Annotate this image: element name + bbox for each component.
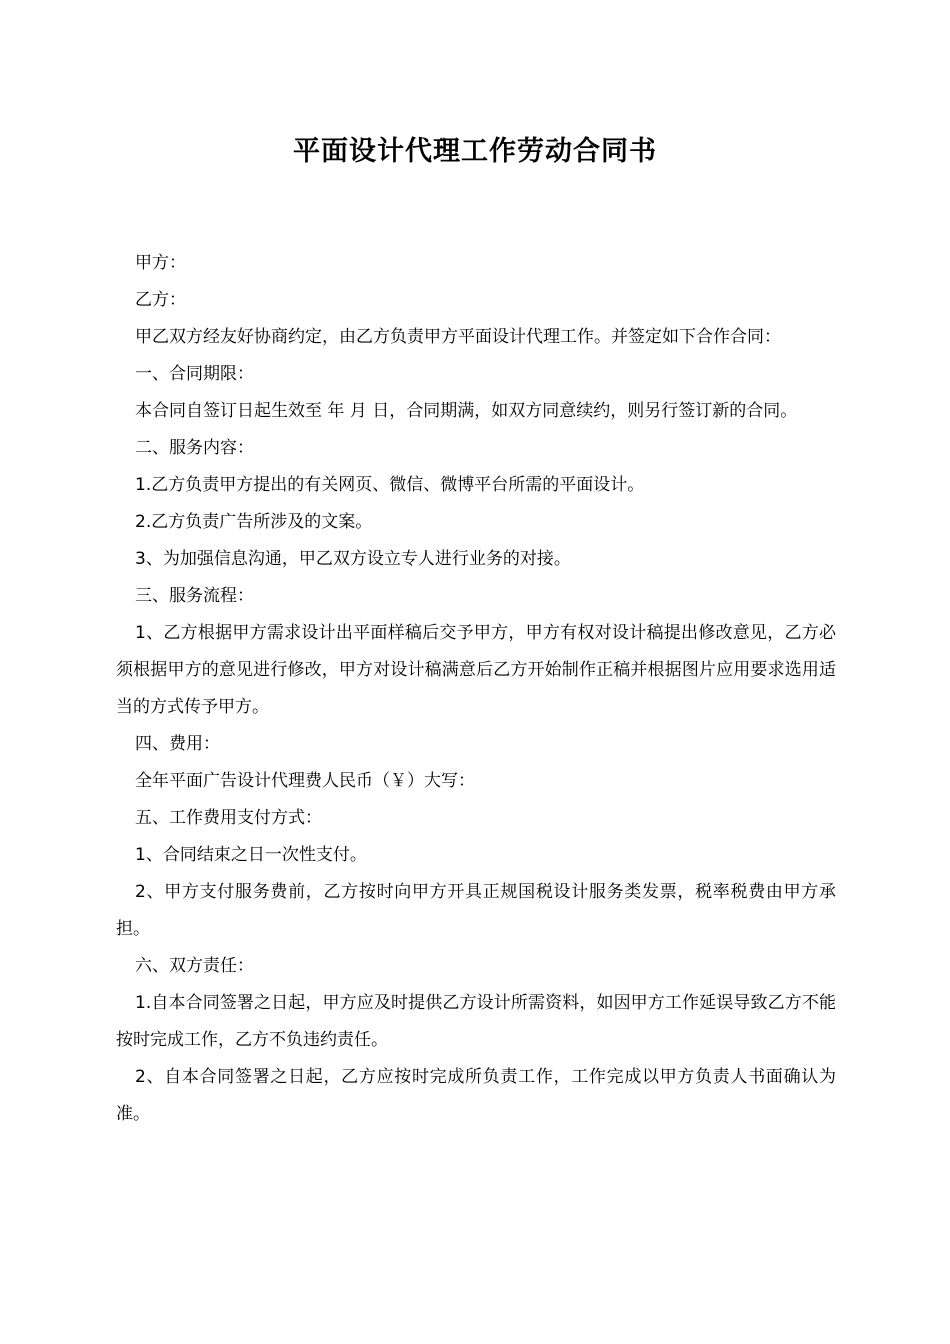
service-item-3: 3、为加强信息沟通，甲乙双方设立专人进行业务的对接。 (135, 549, 571, 569)
section-heading-payment: 五、工作费用支付方式： (135, 808, 322, 828)
section-heading-fees: 四、费用： (135, 734, 220, 754)
section-heading-process: 三、服务流程： (135, 586, 254, 606)
section-heading-services: 二、服务内容： (135, 438, 254, 458)
fees-paragraph: 全年平面广告设计代理费人民币（￥）大写： (135, 771, 475, 791)
process-item-1: 1、乙方根据甲方需求设计出平面样稿后交予甲方，甲方有权对设计稿提出修改意见，乙方必须根据甲方的意见进行修改，甲方对设计稿满意后乙方开始制作正稿并根据图片应用要求选用适当的方式传予甲方。 (116, 623, 836, 717)
section-heading-term: 一、合同期限： (135, 364, 254, 384)
party-b-line: 乙方： (135, 290, 186, 310)
document-title: 平面设计代理工作劳动合同书 (293, 136, 657, 167)
intro-paragraph: 甲乙双方经友好协商约定，由乙方负责甲方平面设计代理工作。并签定如下合作合同： (135, 327, 781, 347)
term-paragraph: 本合同自签订日起生效至 年 月 日，合同期满，如双方同意续约，则另行签订新的合同。 (135, 401, 798, 421)
payment-item-2: 2、甲方支付服务费前，乙方按时向甲方开具正规国税设计服务类发票，税率税费由甲方承担。 (116, 882, 836, 939)
responsibility-item-2: 2、自本合同签署之日起，乙方应按时完成所负责工作，工作完成以甲方负责人书面确认为准。 (116, 1067, 836, 1124)
service-item-2: 2.乙方负责广告所涉及的文案。 (135, 512, 373, 532)
service-item-1: 1.乙方负责甲方提出的有关网页、微信、微博平台所需的平面设计。 (135, 475, 645, 495)
party-a-line: 甲方： (135, 253, 186, 273)
section-heading-responsibilities: 六、双方责任： (135, 956, 254, 976)
document-body (116, 245, 836, 1133)
payment-item-1: 1、合同结束之日一次性支付。 (135, 845, 367, 865)
responsibility-item-1: 1.自本合同签署之日起，甲方应及时提供乙方设计所需资料，如因甲方工作延误导致乙方不能按时完成工作，乙方不负违约责任。 (116, 993, 836, 1050)
